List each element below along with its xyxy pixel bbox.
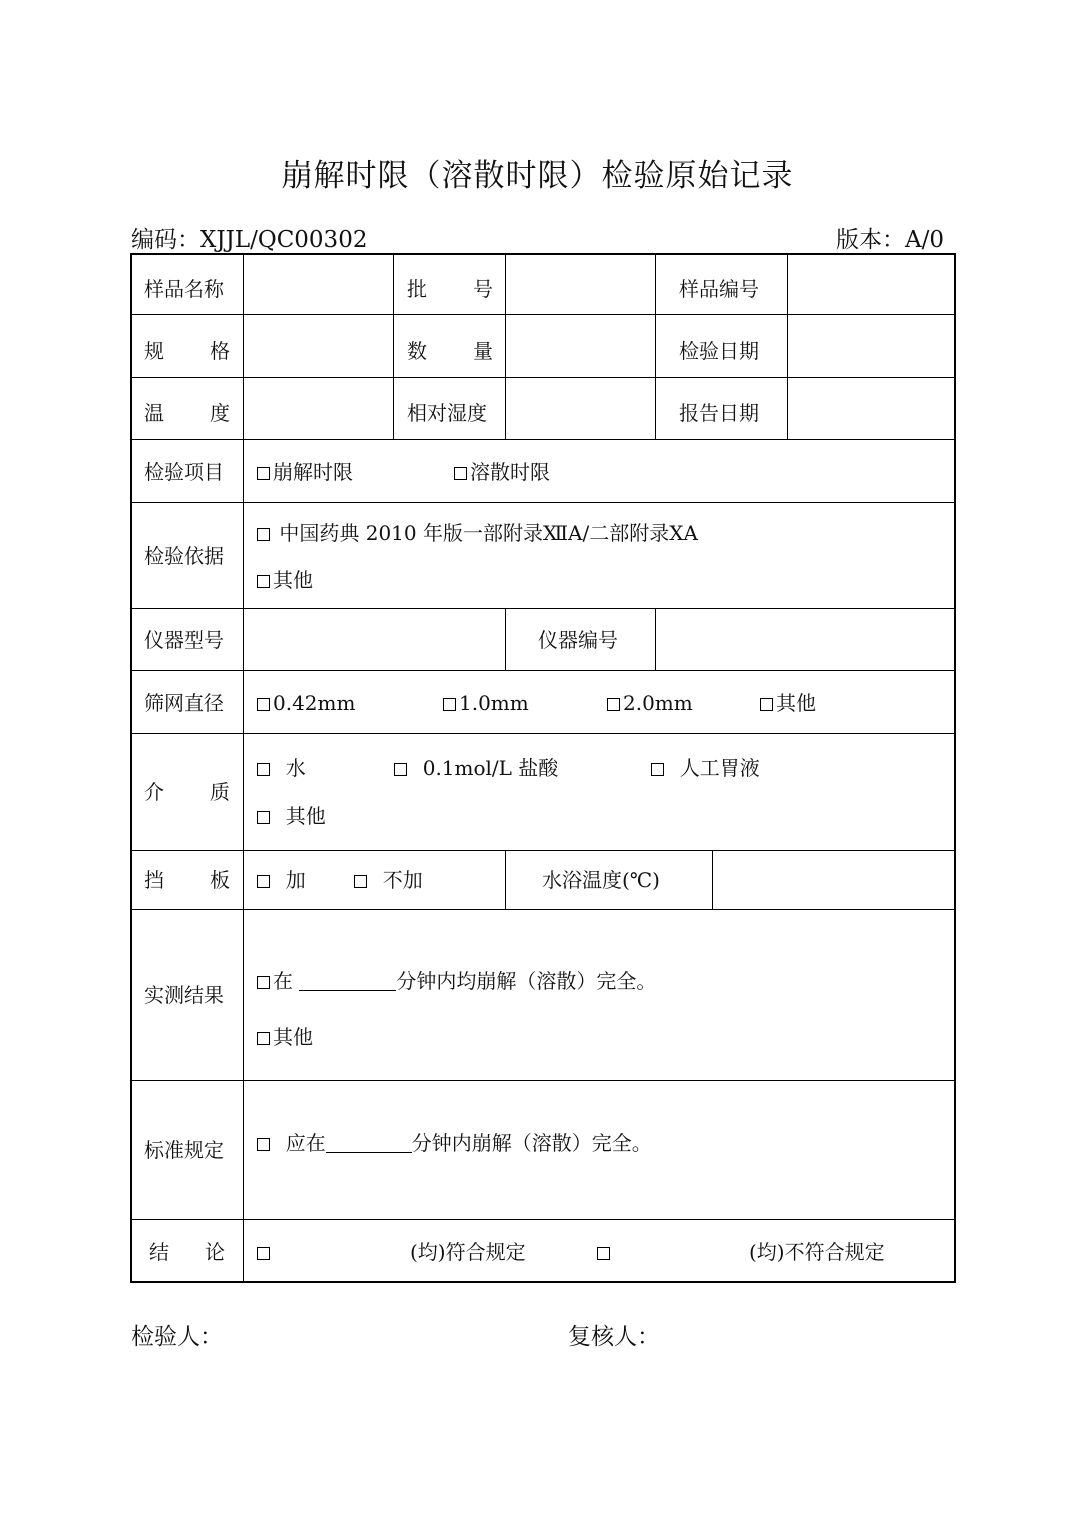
option-medium-gastric[interactable]: [651, 756, 760, 780]
option-disintegration[interactable]: [257, 460, 353, 484]
inspector-label: 检验人：: [131, 1324, 223, 1350]
label-sample-name: 样品名称: [144, 277, 224, 301]
option-sieve-20-label: 2.0mm: [623, 691, 693, 715]
checkbox-icon[interactable]: [607, 698, 620, 711]
label-batch-no-b: 号: [473, 277, 493, 301]
option-medium-hcl-label: 0.1mol/L 盐酸: [422, 756, 559, 780]
label-temperature-a: 温: [144, 401, 164, 425]
option-sieve-20[interactable]: [607, 691, 693, 715]
option-baffle-no[interactable]: [354, 868, 423, 892]
label-instrument-model: 仪器型号: [144, 628, 224, 652]
label-spec: [144, 339, 230, 363]
record-form: [130, 253, 956, 1283]
option-standard[interactable]: [257, 1131, 652, 1155]
label-temperature-b: 度: [210, 401, 230, 425]
label-result: 实测结果: [144, 983, 224, 1007]
label-quantity-b: 量: [473, 339, 493, 363]
label-spec-a: 规: [144, 339, 164, 363]
label-spec-b: 格: [210, 339, 230, 363]
checkbox-icon[interactable]: [454, 467, 467, 480]
checkbox-icon[interactable]: [257, 1032, 270, 1045]
checkbox-icon[interactable]: [354, 875, 367, 888]
option-medium-hcl[interactable]: [394, 756, 558, 780]
option-medium-water-label: 水: [285, 756, 306, 780]
checkbox-icon[interactable]: [257, 575, 270, 588]
checkbox-icon[interactable]: [394, 763, 407, 776]
option-result-prefix: 在: [273, 969, 293, 993]
label-conclusion-a: 结: [149, 1240, 169, 1264]
option-disintegration-label: 崩解时限: [273, 460, 353, 484]
option-baffle-add[interactable]: [257, 868, 306, 892]
option-standard-suffix: 分钟内崩解（溶散）完全。: [411, 1131, 652, 1155]
option-medium-water[interactable]: [257, 756, 306, 780]
checkbox-icon[interactable]: [651, 763, 664, 776]
checkbox-icon[interactable]: [760, 698, 773, 711]
checkbox-icon[interactable]: [257, 528, 270, 541]
option-sieve-10-label: 1.0mm: [459, 691, 529, 715]
option-sieve-042-label: 0.42mm: [273, 691, 356, 715]
checkbox-icon[interactable]: [597, 1247, 610, 1260]
reviewer-label: 复核人：: [568, 1324, 660, 1350]
option-medium-gastric-label: 人工胃液: [679, 756, 760, 780]
option-dissolution[interactable]: [454, 460, 550, 484]
checkbox-icon[interactable]: [257, 467, 270, 480]
option-result-other[interactable]: [257, 1025, 313, 1049]
label-conclusion: [149, 1240, 225, 1264]
document-title: 崩解时限（溶散时限）检验原始记录: [281, 158, 794, 194]
option-basis-other[interactable]: [257, 568, 313, 592]
option-medium-other[interactable]: [257, 804, 326, 828]
option-sieve-10[interactable]: [443, 691, 529, 715]
option-conclusion-ok[interactable]: [257, 1240, 273, 1264]
option-baffle-add-label: 加: [285, 868, 306, 892]
option-basis-other-label: 其他: [273, 568, 313, 592]
checkbox-icon[interactable]: [257, 698, 270, 711]
label-test-item: 检验项目: [144, 460, 224, 484]
label-baffle: [144, 868, 230, 892]
label-baffle-b: 板: [210, 868, 230, 892]
checkbox-icon[interactable]: [257, 875, 270, 888]
label-quantity-a: 数: [407, 339, 427, 363]
label-sieve: 筛网直径: [144, 691, 224, 715]
option-sieve-other[interactable]: [760, 691, 816, 715]
label-test-date: 检验日期: [679, 339, 759, 363]
label-test-basis: 检验依据: [144, 544, 224, 568]
option-dissolution-label: 溶散时限: [470, 460, 550, 484]
option-standard-prefix: 应在: [285, 1131, 326, 1155]
label-medium: [144, 780, 230, 804]
label-quantity: [407, 339, 493, 363]
option-medium-other-label: 其他: [285, 804, 326, 828]
option-baffle-no-label: 不加: [382, 868, 423, 892]
label-baffle-a: 挡: [144, 868, 164, 892]
checkbox-icon[interactable]: [257, 811, 270, 824]
option-basis-pharmacopoeia-label: 中国药典 2010 年版一部附录ⅫA/二部附录ⅩA: [279, 521, 698, 545]
option-result-time[interactable]: [257, 969, 656, 993]
result-minutes-field[interactable]: [299, 972, 396, 991]
label-instrument-no: 仪器编号: [538, 628, 618, 652]
label-medium-b: 质: [210, 780, 230, 804]
document-version: 版本：A/0: [836, 227, 944, 253]
label-sample-code: 样品编号: [679, 277, 759, 301]
label-batch-no: [407, 277, 493, 301]
option-sieve-042[interactable]: [257, 691, 355, 715]
option-conclusion-ng-label: (均)不符合规定: [749, 1240, 885, 1264]
label-humidity: 相对湿度: [407, 401, 487, 425]
checkbox-icon[interactable]: [257, 1138, 270, 1151]
label-report-date: 报告日期: [679, 401, 759, 425]
checkbox-icon[interactable]: [443, 698, 456, 711]
label-batch-no-a: 批: [407, 277, 427, 301]
option-basis-pharmacopoeia[interactable]: [257, 521, 698, 545]
label-temperature: [144, 401, 230, 425]
option-conclusion-ok-label: (均)符合规定: [410, 1240, 526, 1264]
checkbox-icon[interactable]: [257, 976, 270, 989]
option-result-suffix: 分钟内均崩解（溶散）完全。: [396, 969, 657, 993]
checkbox-icon[interactable]: [257, 763, 270, 776]
document-code: 编码：XJJL/QC00302: [131, 227, 368, 253]
label-conclusion-b: 论: [205, 1240, 225, 1264]
label-standard: 标准规定: [144, 1138, 224, 1162]
standard-minutes-field[interactable]: [326, 1134, 412, 1153]
checkbox-icon[interactable]: [257, 1247, 270, 1260]
option-conclusion-ng[interactable]: [597, 1240, 613, 1264]
option-result-other-label: 其他: [273, 1025, 313, 1049]
label-medium-a: 介: [144, 780, 164, 804]
label-bath-temp: 水浴温度(℃): [542, 868, 660, 892]
option-sieve-other-label: 其他: [776, 691, 816, 715]
